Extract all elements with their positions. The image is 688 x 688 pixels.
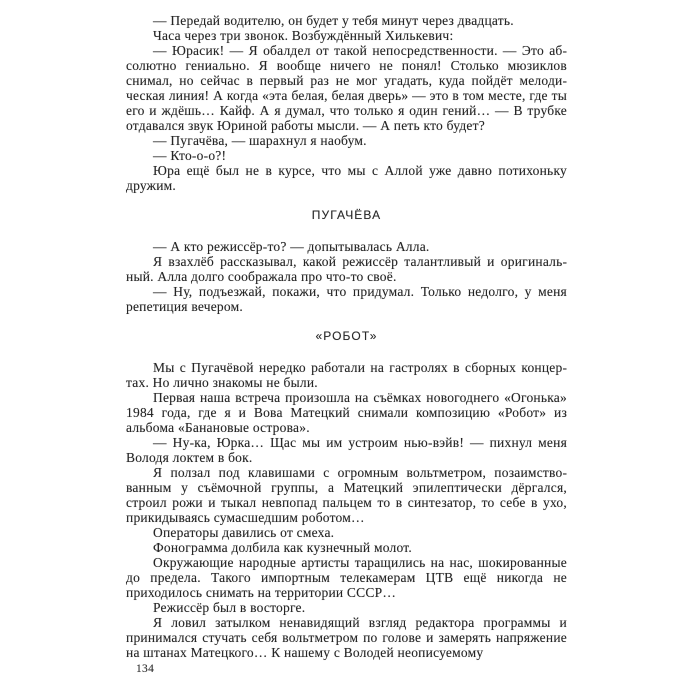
paragraph: Фонограмма долбила как кузнечный молот. [153,540,412,555]
paragraph: — А кто режиссёр-то? — допытывалась Алла. [153,239,430,254]
paragraph: — Передай водителю, он будет у тебя минут через двадцать. [153,13,514,28]
paragraph: Мы с Пугачёвой нередко работали на гастролях в сборных концертах. Но лично знакомы не были. [126,360,567,390]
paragraph: Я ползал под клавишами с огромным вольтметром, позаимствованным у съёмочной группы, а Матецкий эпилептически дёргался, строил рожи и тыкал невпопад пальцем то в синтезатор, то себе в ухо, прикидываясь сумасшедшим роботом… [126,465,567,525]
paragraph: — Ну-ка, Юрка… Щас мы им устроим нью-вэйв! — пихнул меня Володя локтем в бок. [126,435,567,465]
text-block [126,13,567,660]
paragraph: Часа через три звонок. Возбуждённый Хилькевич: [153,28,454,43]
page-number: 134 [136,663,155,675]
paragraph: Юра ещё был не в курсе, что мы с Аллой уже давно потихоньку дружим. [126,163,567,193]
paragraph: Операторы давились от смеха. [153,525,335,540]
paragraph: Я взахлёб рассказывал, какой режиссёр талантливый и оригинальный. Алла долго соображала про что-то своё. [126,254,567,284]
paragraph: — Пугачёва, — шарахнул я наобум. [153,133,367,148]
paragraph: — Кто-о-о?! [153,148,227,163]
paragraph: Режиссёр был в восторге. [153,600,306,615]
section-heading: «РОБОТ» [315,329,378,343]
paragraph: — Ну, подъезжай, покажи, что придумал. Только недолго, у меня репетиция вечером. [126,284,567,314]
section-heading: ПУГАЧЁВА [311,208,382,222]
paragraph: Я ловил затылком ненавидящий взгляд редактора программы и принимался стучать себя вольтметром по голове и замерять напряжение на штанах Матецкого… К нашему с Володей неописуемому [126,615,567,660]
paragraph: Окружающие народные артисты таращились на нас, шокированные до предела. Такого импортным телекамерам ЦТВ ещё никогда не приходилось снимать на территории СССР… [126,555,567,600]
paragraph: Первая наша встреча произошла на съёмках новогоднего «Огонька» 1984 года, где я и Вова Матецкий снимали композицию «Робот» из альбома «Банановые острова». [126,390,567,435]
paragraph: — Юрасик! — Я обалдел от такой непосредственности. — Это абсолютно гениально. Я вообще ничего не понял! Столько мюзиклов снимал, но сейчас в первый раз не мог угадать, куда пойдёт мелодическая линия! А когда «эта белая, белая дверь» — это в том месте, где ты его и ждёшь… Кайф. А я думал, что только я один гений… — В трубке отдавался звук Юриной работы мысли. — А петь кто будет? [126,43,567,133]
